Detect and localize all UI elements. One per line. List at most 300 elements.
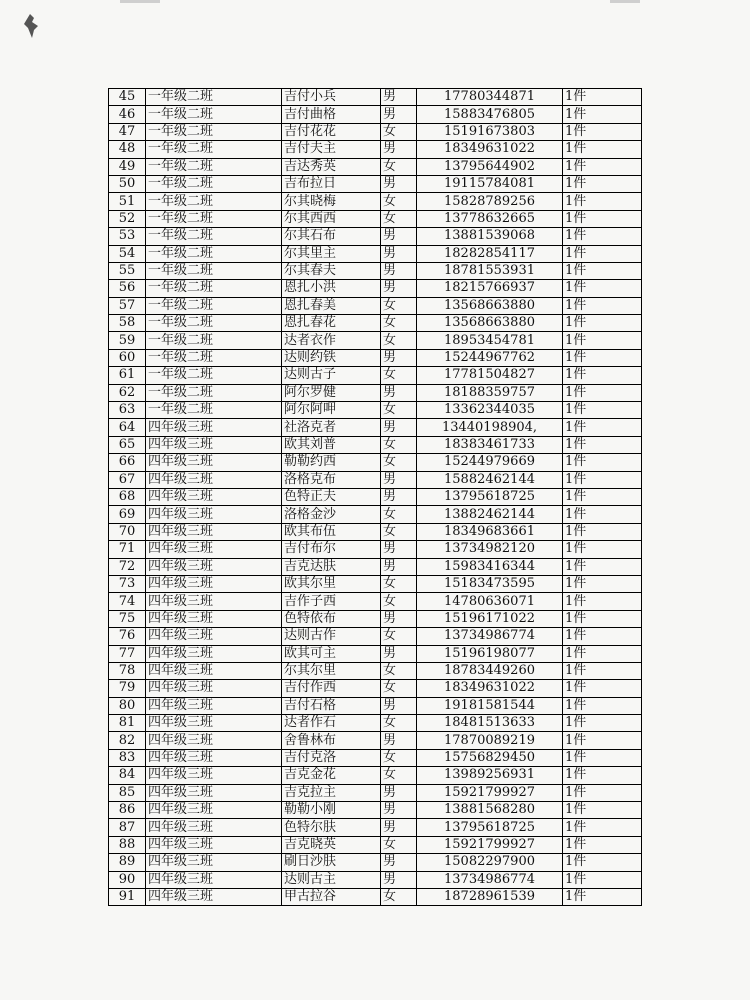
phone-cell: 15191673803 [417,123,563,140]
student-name-cell: 吉付夫主 [282,141,381,158]
phone-cell: 18349631022 [417,141,563,158]
phone-cell: 19181581544 [417,697,563,714]
table-row [109,158,642,175]
quantity-cell: 1件 [563,402,642,419]
gender-cell: 女 [381,575,417,592]
gender-cell: 男 [381,262,417,279]
class-cell: 四年级三班 [146,645,282,662]
quantity-cell: 1件 [563,819,642,836]
quantity-cell: 1件 [563,888,642,905]
quantity-cell: 1件 [563,680,642,697]
quantity-cell: 1件 [563,262,642,279]
scan-edge-line [120,0,160,3]
row-number-cell: 84 [109,767,146,784]
class-cell: 一年级二班 [146,367,282,384]
phone-cell: 13734986774 [417,628,563,645]
scan-edge-line [610,0,640,3]
table-row [109,715,642,732]
quantity-cell: 1件 [563,175,642,192]
table-row [109,89,642,106]
table-row [109,454,642,471]
quantity-cell: 1件 [563,784,642,801]
phone-cell: 18349631022 [417,680,563,697]
phone-cell: 15183473595 [417,575,563,592]
phone-cell: 15244979669 [417,454,563,471]
table-row [109,193,642,210]
quantity-cell: 1件 [563,558,642,575]
table-row [109,575,642,592]
row-number-cell: 80 [109,697,146,714]
row-number-cell: 63 [109,402,146,419]
table-row [109,419,642,436]
quantity-cell: 1件 [563,193,642,210]
phone-cell: 18383461733 [417,436,563,453]
phone-cell: 13778632665 [417,210,563,227]
table-row [109,680,642,697]
student-name-cell: 恩扎春美 [282,297,381,314]
phone-cell: 15196198077 [417,645,563,662]
row-number-cell: 65 [109,436,146,453]
table-row [109,767,642,784]
quantity-cell: 1件 [563,471,642,488]
phone-cell: 13795618725 [417,488,563,505]
quantity-cell: 1件 [563,419,642,436]
student-name-cell: 色特正夫 [282,488,381,505]
student-name-cell: 色特依布 [282,610,381,627]
row-number-cell: 51 [109,193,146,210]
class-cell: 四年级三班 [146,436,282,453]
gender-cell: 女 [381,402,417,419]
gender-cell: 女 [381,628,417,645]
table-row [109,836,642,853]
quantity-cell: 1件 [563,315,642,332]
class-cell: 四年级三班 [146,506,282,523]
class-cell: 四年级三班 [146,871,282,888]
quantity-cell: 1件 [563,732,642,749]
row-number-cell: 59 [109,332,146,349]
class-cell: 一年级二班 [146,158,282,175]
student-name-cell: 恩扎小洪 [282,280,381,297]
gender-cell: 男 [381,419,417,436]
table-row [109,854,642,871]
class-cell: 四年级三班 [146,802,282,819]
gender-cell: 男 [381,349,417,366]
student-name-cell: 欧其布伍 [282,523,381,540]
student-name-cell: 吉克拉主 [282,784,381,801]
row-number-cell: 71 [109,541,146,558]
class-cell: 一年级二班 [146,262,282,279]
gender-cell: 男 [381,471,417,488]
gender-cell: 男 [381,871,417,888]
quantity-cell: 1件 [563,697,642,714]
class-cell: 一年级二班 [146,175,282,192]
roster-body [109,89,642,906]
table-row [109,349,642,366]
gender-cell: 女 [381,593,417,610]
table-row [109,488,642,505]
class-cell: 一年级二班 [146,280,282,297]
student-name-cell: 吉克达肤 [282,558,381,575]
class-cell: 四年级三班 [146,471,282,488]
table-row [109,593,642,610]
student-name-cell: 刷日沙肤 [282,854,381,871]
table-row [109,697,642,714]
scan-mark-icon [22,12,42,40]
gender-cell: 女 [381,523,417,540]
table-row [109,262,642,279]
phone-cell: 13881568280 [417,802,563,819]
phone-cell: 18481513633 [417,715,563,732]
phone-cell: 13568663880 [417,297,563,314]
phone-cell: 15082297900 [417,854,563,871]
gender-cell: 男 [381,175,417,192]
quantity-cell: 1件 [563,488,642,505]
row-number-cell: 67 [109,471,146,488]
class-cell: 一年级二班 [146,210,282,227]
class-cell: 四年级三班 [146,610,282,627]
gender-cell: 男 [381,228,417,245]
student-name-cell: 勒勒约西 [282,454,381,471]
table-row [109,123,642,140]
class-cell: 四年级三班 [146,419,282,436]
student-name-cell: 尔其晓梅 [282,193,381,210]
quantity-cell: 1件 [563,593,642,610]
row-number-cell: 76 [109,628,146,645]
gender-cell: 女 [381,210,417,227]
table-row [109,558,642,575]
gender-cell: 女 [381,297,417,314]
class-cell: 一年级二班 [146,384,282,401]
quantity-cell: 1件 [563,245,642,262]
student-name-cell: 尔其尔里 [282,662,381,679]
student-name-cell: 洛格克布 [282,471,381,488]
class-cell: 四年级三班 [146,680,282,697]
gender-cell: 女 [381,506,417,523]
class-cell: 四年级三班 [146,888,282,905]
row-number-cell: 54 [109,245,146,262]
row-number-cell: 48 [109,141,146,158]
phone-cell: 18188359757 [417,384,563,401]
class-cell: 一年级二班 [146,402,282,419]
row-number-cell: 58 [109,315,146,332]
student-name-cell: 欧其尔里 [282,575,381,592]
student-name-cell: 吉布拉日 [282,175,381,192]
student-name-cell: 欧其可主 [282,645,381,662]
phone-cell: 13795644902 [417,158,563,175]
gender-cell: 男 [381,819,417,836]
student-name-cell: 尔其里主 [282,245,381,262]
student-name-cell: 吉付布尔 [282,541,381,558]
table-row [109,628,642,645]
gender-cell: 女 [381,836,417,853]
phone-cell: 19115784081 [417,175,563,192]
quantity-cell: 1件 [563,767,642,784]
phone-cell: 15756829450 [417,749,563,766]
quantity-cell: 1件 [563,89,642,106]
class-cell: 一年级二班 [146,228,282,245]
row-number-cell: 70 [109,523,146,540]
phone-cell: 13882462144 [417,506,563,523]
student-name-cell: 吉付石格 [282,697,381,714]
row-number-cell: 45 [109,89,146,106]
gender-cell: 女 [381,123,417,140]
gender-cell: 男 [381,541,417,558]
table-row [109,332,642,349]
student-roster-table [108,88,642,906]
row-number-cell: 83 [109,749,146,766]
student-name-cell: 阿尔罗健 [282,384,381,401]
class-cell: 四年级三班 [146,523,282,540]
class-cell: 一年级二班 [146,123,282,140]
row-number-cell: 81 [109,715,146,732]
class-cell: 一年级二班 [146,141,282,158]
table-row [109,367,642,384]
row-number-cell: 72 [109,558,146,575]
table-row [109,784,642,801]
phone-cell: 18282854117 [417,245,563,262]
quantity-cell: 1件 [563,367,642,384]
student-name-cell: 尔其春夫 [282,262,381,279]
gender-cell: 男 [381,141,417,158]
table-row [109,436,642,453]
row-number-cell: 88 [109,836,146,853]
row-number-cell: 49 [109,158,146,175]
table-row [109,749,642,766]
phone-cell: 15196171022 [417,610,563,627]
student-name-cell: 色特尔肤 [282,819,381,836]
table-row [109,541,642,558]
student-name-cell: 吉作子西 [282,593,381,610]
class-cell: 一年级二班 [146,89,282,106]
student-name-cell: 吉付花花 [282,123,381,140]
table-row [109,384,642,401]
student-name-cell: 社洛克者 [282,419,381,436]
table-row [109,402,642,419]
row-number-cell: 89 [109,854,146,871]
row-number-cell: 61 [109,367,146,384]
row-number-cell: 75 [109,610,146,627]
phone-cell: 13568663880 [417,315,563,332]
row-number-cell: 66 [109,454,146,471]
gender-cell: 女 [381,332,417,349]
table-row [109,280,642,297]
quantity-cell: 1件 [563,628,642,645]
phone-cell: 14780636071 [417,593,563,610]
quantity-cell: 1件 [563,332,642,349]
table-row [109,175,642,192]
phone-cell: 13795618725 [417,819,563,836]
class-cell: 四年级三班 [146,836,282,853]
table-row [109,871,642,888]
phone-cell: 17780344871 [417,89,563,106]
phone-cell: 18728961539 [417,888,563,905]
student-name-cell: 达则古主 [282,871,381,888]
quantity-cell: 1件 [563,749,642,766]
quantity-cell: 1件 [563,297,642,314]
table-row [109,106,642,123]
gender-cell: 男 [381,384,417,401]
row-number-cell: 57 [109,297,146,314]
phone-cell: 13734986774 [417,871,563,888]
table-row [109,315,642,332]
gender-cell: 女 [381,662,417,679]
gender-cell: 男 [381,610,417,627]
class-cell: 四年级三班 [146,715,282,732]
gender-cell: 男 [381,245,417,262]
quantity-cell: 1件 [563,836,642,853]
class-cell: 一年级二班 [146,193,282,210]
quantity-cell: 1件 [563,854,642,871]
table-row [109,645,642,662]
gender-cell: 女 [381,715,417,732]
phone-cell: 18349683661 [417,523,563,540]
row-number-cell: 47 [109,123,146,140]
gender-cell: 男 [381,732,417,749]
gender-cell: 男 [381,802,417,819]
table-row [109,228,642,245]
student-name-cell: 吉付曲格 [282,106,381,123]
class-cell: 四年级三班 [146,854,282,871]
quantity-cell: 1件 [563,610,642,627]
quantity-cell: 1件 [563,106,642,123]
phone-cell: 17781504827 [417,367,563,384]
table-row [109,662,642,679]
table-row [109,245,642,262]
quantity-cell: 1件 [563,349,642,366]
phone-cell: 18781553931 [417,262,563,279]
row-number-cell: 73 [109,575,146,592]
gender-cell: 女 [381,680,417,697]
gender-cell: 女 [381,888,417,905]
quantity-cell: 1件 [563,228,642,245]
table-row [109,819,642,836]
phone-cell: 18783449260 [417,662,563,679]
class-cell: 四年级三班 [146,732,282,749]
row-number-cell: 82 [109,732,146,749]
class-cell: 四年级三班 [146,593,282,610]
student-name-cell: 吉克金花 [282,767,381,784]
student-name-cell: 舍鲁林布 [282,732,381,749]
quantity-cell: 1件 [563,454,642,471]
phone-cell: 15921799927 [417,784,563,801]
phone-cell: 13734982120 [417,541,563,558]
student-name-cell: 欧其刘普 [282,436,381,453]
quantity-cell: 1件 [563,802,642,819]
phone-cell: 18953454781 [417,332,563,349]
gender-cell: 女 [381,436,417,453]
phone-cell: 18215766937 [417,280,563,297]
student-name-cell: 尔其石布 [282,228,381,245]
class-cell: 四年级三班 [146,454,282,471]
student-name-cell: 达则约铁 [282,349,381,366]
table-row [109,888,642,905]
row-number-cell: 86 [109,802,146,819]
phone-cell: 17870089219 [417,732,563,749]
student-name-cell: 吉付小兵 [282,89,381,106]
quantity-cell: 1件 [563,436,642,453]
table-row [109,610,642,627]
gender-cell: 女 [381,158,417,175]
class-cell: 四年级三班 [146,819,282,836]
student-name-cell: 恩扎春花 [282,315,381,332]
table-row [109,506,642,523]
student-name-cell: 达则古作 [282,628,381,645]
student-name-cell: 吉付作西 [282,680,381,697]
student-name-cell: 勒勒小刚 [282,802,381,819]
class-cell: 四年级三班 [146,488,282,505]
phone-cell: 13440198904, [417,419,563,436]
class-cell: 四年级三班 [146,662,282,679]
row-number-cell: 55 [109,262,146,279]
quantity-cell: 1件 [563,210,642,227]
table-row [109,523,642,540]
gender-cell: 女 [381,454,417,471]
quantity-cell: 1件 [563,141,642,158]
student-name-cell: 吉付克洛 [282,749,381,766]
class-cell: 四年级三班 [146,575,282,592]
phone-cell: 15828789256 [417,193,563,210]
row-number-cell: 69 [109,506,146,523]
student-name-cell: 尔其西西 [282,210,381,227]
student-name-cell: 达则古子 [282,367,381,384]
gender-cell: 男 [381,697,417,714]
row-number-cell: 56 [109,280,146,297]
class-cell: 四年级三班 [146,767,282,784]
row-number-cell: 78 [109,662,146,679]
student-name-cell: 达者作石 [282,715,381,732]
gender-cell: 女 [381,315,417,332]
table-row [109,802,642,819]
gender-cell: 女 [381,367,417,384]
class-cell: 一年级二班 [146,332,282,349]
gender-cell: 男 [381,645,417,662]
row-number-cell: 60 [109,349,146,366]
class-cell: 四年级三班 [146,541,282,558]
row-number-cell: 68 [109,488,146,505]
gender-cell: 男 [381,558,417,575]
gender-cell: 男 [381,488,417,505]
table-row [109,210,642,227]
gender-cell: 女 [381,193,417,210]
student-name-cell: 洛格金沙 [282,506,381,523]
table-row [109,297,642,314]
class-cell: 四年级三班 [146,784,282,801]
phone-cell: 13362344035 [417,402,563,419]
class-cell: 一年级二班 [146,297,282,314]
student-name-cell: 甲古拉谷 [282,888,381,905]
gender-cell: 女 [381,749,417,766]
row-number-cell: 52 [109,210,146,227]
gender-cell: 男 [381,106,417,123]
row-number-cell: 74 [109,593,146,610]
row-number-cell: 46 [109,106,146,123]
class-cell: 四年级三班 [146,628,282,645]
table-row [109,732,642,749]
quantity-cell: 1件 [563,715,642,732]
phone-cell: 15244967762 [417,349,563,366]
row-number-cell: 91 [109,888,146,905]
student-name-cell: 吉克晓英 [282,836,381,853]
row-number-cell: 90 [109,871,146,888]
row-number-cell: 85 [109,784,146,801]
row-number-cell: 62 [109,384,146,401]
quantity-cell: 1件 [563,523,642,540]
row-number-cell: 53 [109,228,146,245]
row-number-cell: 64 [109,419,146,436]
student-name-cell: 吉达秀英 [282,158,381,175]
gender-cell: 男 [381,784,417,801]
phone-cell: 13881539068 [417,228,563,245]
